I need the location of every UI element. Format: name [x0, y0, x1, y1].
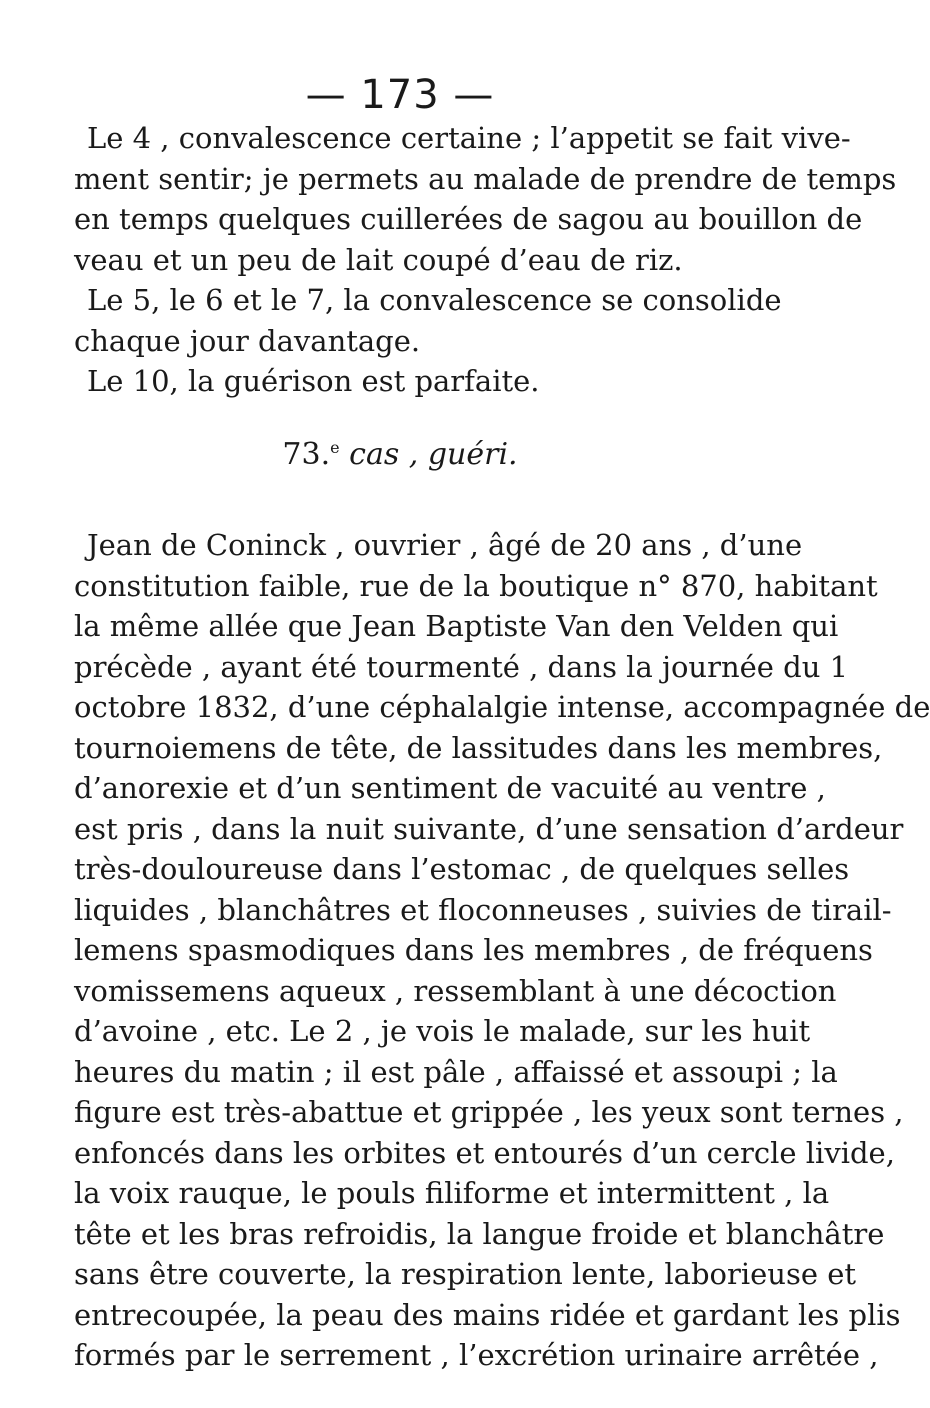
- text-line: vomissemens aqueux , ressemblant à une décoction: [74, 973, 837, 1008]
- text-line: tournoiemens de tête, de lassitudes dans les membres,: [74, 730, 883, 765]
- text-line: Le 5, le 6 et le 7, la convalescence se consolide: [87, 283, 782, 317]
- case-description: [74, 525, 930, 1376]
- text-line: figure est très-abattue et grippée , les yeux sont ternes ,: [74, 1095, 904, 1129]
- text-line: octobre 1832, d’une céphalalgie intense, accompagnée de: [74, 690, 930, 724]
- text-line: constitution faible, rue de la boutique n° 870, habitant: [74, 568, 878, 603]
- text-line: formés par le serrement , l’excrétion urinaire arrêtée ,: [74, 1338, 879, 1372]
- page-number: — 173 —: [305, 72, 495, 118]
- text-line: entrecoupée, la peau des mains ridée et gardant les plis: [74, 1297, 901, 1332]
- text-line: Le 4 , convalescence certaine ; l’appetit se fait vive-: [87, 121, 851, 155]
- text-line: ment sentir; je permets au malade de prendre de temps: [74, 161, 897, 196]
- text-line: chaque jour davantage.: [74, 323, 421, 358]
- text-line: enfoncés dans les orbites et entourés d’un cercle livide,: [74, 1135, 895, 1170]
- text-line: d’avoine , etc. Le 2 , je vois le malade, sur les huit: [74, 1014, 811, 1048]
- text-line: liquides , blanchâtres et floconneuses , suivies de tirail-: [74, 892, 892, 927]
- text-line: Le 10, la guérison est parfaite.: [87, 364, 540, 398]
- case-heading: [0, 428, 800, 475]
- text-line: en temps quelques cuillerées de sagou au bouillon de: [74, 202, 863, 236]
- text-line: la même allée que Jean Baptiste Van den Velden qui: [74, 609, 839, 643]
- text-line: la voix rauque, le pouls filiforme et intermittent , la: [74, 1176, 830, 1210]
- text-line: lemens spasmodiques dans les membres , de fréquens: [74, 933, 873, 967]
- case-number: 73.$^e$: [282, 437, 340, 472]
- text-line: précède , ayant été tourmenté , dans la journée du 1: [74, 649, 849, 684]
- text-line: sans être couverte, la respiration lente, laborieuse et: [74, 1257, 857, 1291]
- text-line: heures du matin ; il est pâle , affaissé et assoupi ; la: [74, 1054, 838, 1089]
- text-line: d’anorexie et d’un sentiment de vacuité au ventre ,: [74, 771, 826, 805]
- paragraph-days-5-7: [74, 280, 782, 361]
- text-line: est pris , dans la nuit suivante, d’une sensation d’ardeur: [74, 811, 904, 846]
- case-title: cas , guéri.: [349, 437, 518, 472]
- text-line: Jean de Coninck , ouvrier , âgé de 20 ans , d’une: [87, 528, 803, 562]
- text-line: tête et les bras refroidis, la langue froide et blanchâtre: [74, 1216, 885, 1251]
- paragraph-day-4: [74, 118, 897, 280]
- paragraph-day-10: [74, 361, 754, 402]
- text-line: veau et un peu de lait coupé d’eau de riz.: [74, 242, 683, 277]
- text-line: très-douloureuse dans l’estomac , de quelques selles: [74, 852, 850, 886]
